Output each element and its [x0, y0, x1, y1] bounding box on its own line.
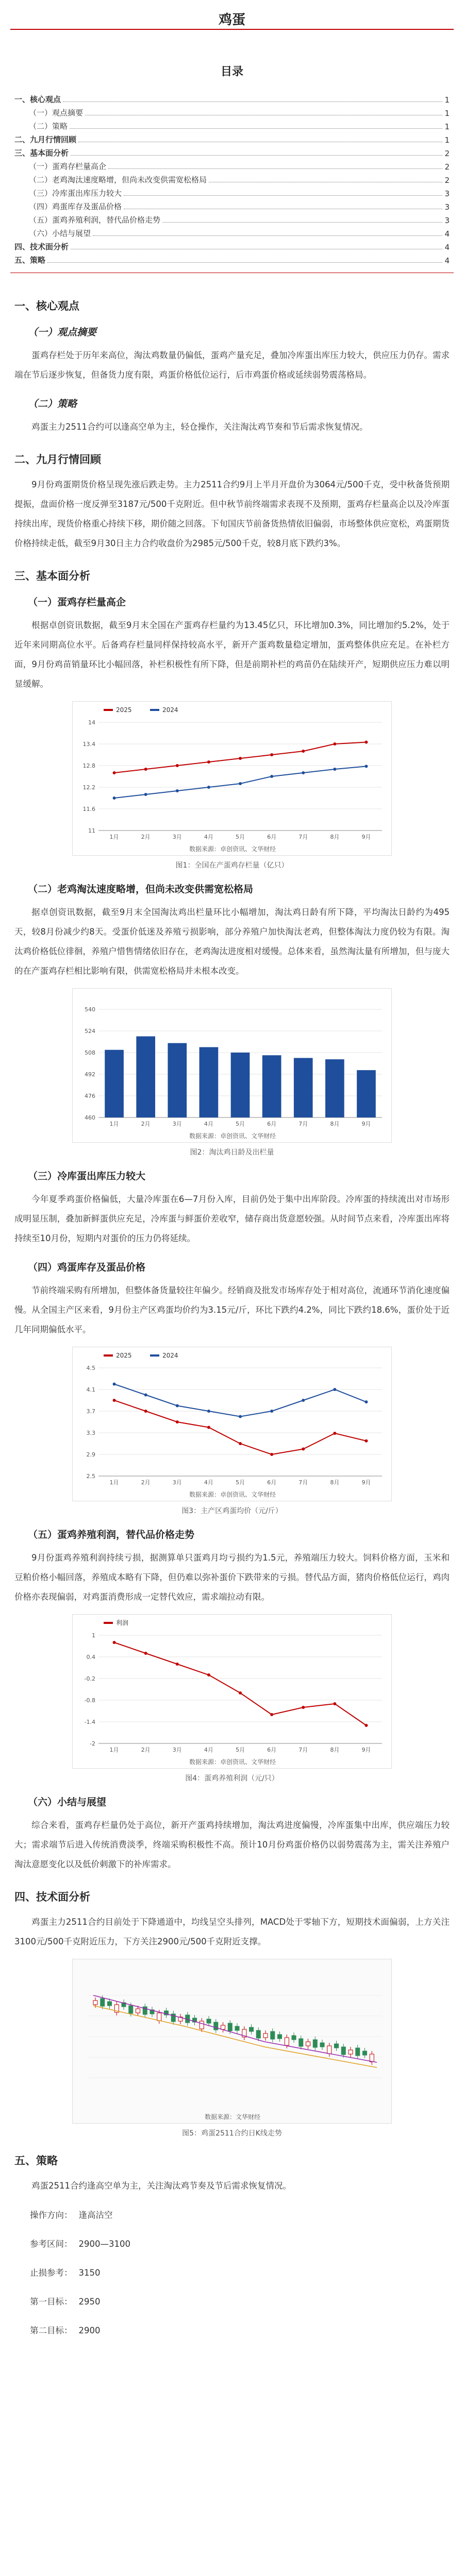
toc-leader — [93, 235, 442, 236]
figure-caption: 图2：淘汰鸡日龄及出栏量 — [190, 1148, 274, 1157]
bar — [357, 1070, 376, 1117]
toc-item-label: 三、基本面分析 — [14, 148, 69, 158]
data-point — [364, 1439, 368, 1443]
x-tick-label: 8月 — [330, 1121, 340, 1127]
chart-layer-inventory — [72, 701, 392, 856]
candle-body — [214, 2022, 218, 2030]
strategy-value: 2950 — [78, 2297, 101, 2307]
toc-item-page: 3 — [444, 189, 450, 198]
y-tick-label: 2.5 — [86, 1473, 95, 1480]
bar — [136, 1037, 155, 1118]
series-line — [114, 1384, 367, 1417]
figure-source: 数据来源：卓创资讯、文华财经 — [189, 1758, 276, 1766]
data-point — [364, 765, 368, 768]
strategy-row — [30, 2201, 450, 2230]
toc-leader — [47, 262, 442, 263]
data-point — [207, 1426, 210, 1429]
candle-body — [136, 2009, 140, 2013]
strategy-label: 第一目标： — [30, 2297, 73, 2307]
y-tick-label: 11 — [88, 827, 95, 834]
x-tick-label: 7月 — [299, 1747, 308, 1753]
data-point — [333, 768, 336, 771]
toc-item-page: 4 — [444, 229, 450, 239]
x-tick-label: 3月 — [172, 1479, 182, 1486]
legend-swatch — [104, 1622, 113, 1624]
figure-source: 数据来源：文华财经 — [204, 2113, 261, 2121]
toc-leader — [108, 168, 442, 169]
bar — [262, 1055, 281, 1117]
toc-item-label: （五）蛋鸡养殖利润，替代品价格走势 — [29, 215, 161, 225]
paragraph: 鸡蛋主力2511合约可以逢高空单为主，轻仓操作，关注淘汰鸡节奏和节后需求恢复情况。 — [31, 422, 368, 432]
data-point — [113, 1641, 116, 1644]
toc-item-label: 五、策略 — [14, 256, 46, 265]
candle-body — [299, 2039, 303, 2046]
bar — [231, 1053, 250, 1117]
x-tick-label: 8月 — [330, 834, 340, 840]
y-tick-label: 1 — [92, 1632, 95, 1639]
candle-body — [101, 1998, 105, 2006]
candle-body — [356, 2048, 360, 2056]
x-tick-label: 9月 — [361, 1121, 371, 1127]
x-tick-label: 3月 — [172, 1121, 182, 1127]
paragraph: 9月份蛋鸡养殖利润持续亏损，据测算单只蛋鸡月均亏损约为1.5元，养殖端压力较大。饲料价格方面，玉米和豆粕价格小幅回落，养殖成本略有下降，但仍难以弥补蛋价下跌带来的亏损。替代品方面，猪肉价格低位运行，鸡肉价格亦表现偏弱，对鸡蛋消费形成一定替代效应，需求端拉动有限。 — [14, 1553, 450, 1602]
candle-body — [250, 2027, 254, 2031]
x-tick-label: 1月 — [109, 1121, 119, 1127]
section-title: 四、技术面分析 — [14, 1891, 90, 1903]
candle-body — [108, 2002, 112, 2006]
candle-body — [313, 2040, 317, 2047]
subsection-title: （一）蛋鸡存栏量高企 — [28, 597, 126, 608]
toc-item[interactable] — [14, 105, 450, 118]
toc-item[interactable] — [14, 225, 450, 239]
x-tick-label: 4月 — [204, 1121, 213, 1127]
x-tick-label: 5月 — [236, 834, 245, 840]
legend-swatch — [104, 1354, 113, 1357]
y-tick-label: 540 — [85, 1006, 95, 1013]
toc-item-label: （二）策略 — [29, 122, 68, 131]
subsection-title: （一）观点摘要 — [28, 327, 97, 338]
data-point — [239, 782, 242, 785]
x-tick-label: 2月 — [141, 834, 151, 840]
section-title: 三、基本面分析 — [14, 570, 90, 582]
chart-culled-hens — [72, 988, 392, 1143]
y-tick-label: 476 — [85, 1093, 95, 1099]
y-tick-label: -2 — [90, 1740, 95, 1747]
data-point — [113, 771, 116, 774]
toc-item-page: 4 — [444, 256, 450, 265]
data-point — [333, 1432, 336, 1435]
candle-body — [157, 2013, 161, 2021]
x-tick-label: 6月 — [267, 1479, 277, 1486]
y-tick-label: 3.7 — [86, 1408, 95, 1415]
figure-source: 数据来源：卓创资讯、文华财经 — [189, 1491, 276, 1498]
legend-label: 利润 — [116, 1619, 129, 1626]
strategy-row — [30, 2230, 450, 2259]
y-tick-label: 12.2 — [82, 784, 95, 791]
toc-item-label: （二）老鸡淘汰速度略增，但尚未改变供需宽松格局 — [29, 175, 207, 184]
data-point — [364, 1724, 368, 1727]
toc-item-label: （四）鸡蛋库存及蛋品价格 — [29, 202, 122, 211]
figure-caption: 图4：蛋鸡养殖利润（元/只） — [185, 1774, 279, 1783]
legend-swatch — [150, 709, 159, 711]
section-title: 二、九月行情回顾 — [14, 453, 101, 466]
chart-profit — [72, 1614, 392, 1769]
y-tick-label: 460 — [85, 1114, 95, 1121]
bar — [105, 1050, 124, 1117]
toc-item-page: 1 — [444, 109, 450, 118]
candle-body — [327, 2046, 332, 2054]
series-line — [114, 1400, 367, 1454]
x-tick-label: 2月 — [141, 1121, 151, 1127]
paragraph: 蛋鸡存栏处于历年来高位，淘汰鸡数量仍偏低，蛋鸡产量充足，叠加冷库蛋出库压力较大，供应压力仍存。需求端在节后逐步恢复，但备货力度有限，鸡蛋价格低位运行，后市鸡蛋价格或延续弱势震荡格局。 — [14, 350, 450, 380]
x-tick-label: 6月 — [267, 1121, 277, 1127]
legend-label: 2024 — [162, 706, 178, 714]
candle-body — [93, 2001, 97, 2005]
x-tick-label: 5月 — [236, 1479, 245, 1486]
y-tick-label: 13.4 — [82, 741, 95, 748]
x-tick-label: 3月 — [172, 1747, 182, 1753]
y-tick-label: 0.4 — [86, 1654, 95, 1660]
x-tick-label: 4月 — [204, 1747, 213, 1753]
strategy-row — [30, 2259, 450, 2287]
toc-item-label: 二、九月行情回顾 — [14, 135, 77, 144]
y-tick-label: -0.2 — [84, 1675, 95, 1682]
y-tick-label: 2.9 — [86, 1451, 95, 1458]
toc-item-label: （一）观点摘要 — [29, 108, 84, 117]
figure-caption: 图1：全国在产蛋鸡存栏量（亿只） — [175, 861, 289, 870]
subsection-title: （二）策略 — [28, 398, 77, 410]
toc-leader — [63, 101, 442, 102]
data-point — [333, 1388, 336, 1391]
candle-body — [271, 2031, 275, 2039]
section-title: 五、策略 — [14, 2155, 58, 2167]
strategy-row — [30, 2287, 450, 2316]
candle-body — [285, 2038, 289, 2045]
subsection-title: （三）冷库蛋出库压力较大 — [28, 1171, 146, 1182]
data-point — [270, 753, 273, 756]
toc-item-page: 4 — [444, 243, 450, 252]
y-tick-label: -1.4 — [84, 1719, 95, 1725]
toc-leader — [162, 222, 442, 223]
toc-leader — [70, 128, 442, 129]
data-point — [270, 775, 273, 778]
x-tick-label: 3月 — [172, 834, 182, 840]
data-point — [364, 741, 368, 744]
strategy-value: 2900—3100 — [78, 2239, 130, 2249]
toc-item[interactable] — [14, 91, 450, 105]
chart-background — [73, 1959, 392, 2124]
y-tick-label: 524 — [85, 1028, 95, 1035]
toc-item-label: 四、技术面分析 — [14, 242, 69, 251]
toc-item-page: 1 — [444, 135, 450, 145]
data-point — [270, 1410, 273, 1413]
series-line — [114, 1642, 367, 1725]
data-point — [270, 1453, 273, 1456]
strategy-label: 止损参考： — [30, 2268, 73, 2278]
data-point — [144, 793, 147, 796]
data-point — [113, 796, 116, 800]
legend-label: 2025 — [116, 706, 132, 714]
toc-item[interactable] — [14, 145, 450, 158]
strategy-row — [30, 2316, 450, 2345]
toc-item-page: 3 — [444, 216, 450, 225]
y-tick-label: 4.1 — [86, 1386, 95, 1393]
y-tick-label: -0.8 — [84, 1697, 95, 1704]
y-tick-label: 11.6 — [82, 806, 95, 812]
paragraph: 综合来看，蛋鸡存栏量仍处于高位，新开产蛋鸡持续增加，淘汰鸡进度偏慢，冷库蛋集中出库，供应端压力较大；需求端节后进入传统消费淡季，终端采购积极性不高。预计10月份鸡蛋价格仍以弱势震荡为主，需关注养殖户淘汰意愿变化以及低价刺激下的补库需求。 — [14, 1820, 450, 1869]
x-tick-label: 1月 — [109, 1747, 119, 1753]
data-point — [270, 1713, 273, 1716]
y-tick-label: 4.5 — [86, 1365, 95, 1371]
toc-item-page: 2 — [444, 149, 450, 158]
toc-item-label: 一、核心观点 — [14, 95, 61, 104]
candle-body — [200, 2021, 204, 2029]
section-title: 一、核心观点 — [14, 300, 79, 312]
y-tick-label: 492 — [85, 1071, 95, 1078]
data-point — [364, 1400, 368, 1403]
x-tick-label: 4月 — [204, 1479, 213, 1486]
x-tick-label: 7月 — [299, 834, 308, 840]
toc-leader — [71, 155, 442, 156]
data-point — [302, 750, 305, 753]
title-rule — [10, 29, 454, 30]
report-content — [0, 298, 464, 2345]
subsection-title: （四）鸡蛋库存及蛋品价格 — [28, 1262, 146, 1273]
strategy-label: 操作方向： — [30, 2210, 73, 2220]
data-point — [144, 768, 147, 771]
data-point — [207, 1410, 210, 1413]
data-point — [113, 1399, 116, 1402]
subsection-title: （五）蛋鸡养殖利润，替代品价格走势 — [28, 1529, 195, 1540]
subsection-title: （二）老鸡淘汰速度略增，但尚未改变供需宽松格局 — [28, 884, 254, 895]
data-point — [176, 1663, 179, 1666]
data-point — [176, 764, 179, 767]
paragraph: 根据卓创资讯数据，截至9月末全国在产蛋鸡存栏量约为13.45亿只，环比增加0.3%，同比增加约5.2%，处于近年来同期高位水平。后备鸡存栏量同样保持较高水平，新开产蛋鸡数量稳定增加，蛋鸡整体供应充足。在补栏方面，9月份鸡苗销量环比小幅回落，补栏积极性有所下降，但是前期补栏的鸡苗仍在陆续开产，短期供应压力难以明显缓解。 — [14, 620, 450, 689]
x-tick-label: 8月 — [330, 1747, 340, 1753]
legend-label: 2025 — [116, 1352, 132, 1359]
strategy-value: 2900 — [78, 2326, 101, 2335]
toc-item-page: 3 — [444, 202, 450, 212]
table-of-contents — [0, 63, 464, 265]
data-point — [113, 1383, 116, 1386]
data-point — [144, 1394, 147, 1397]
candle-body — [349, 2050, 353, 2054]
data-point — [239, 1415, 242, 1418]
toc-item[interactable] — [14, 172, 450, 185]
data-point — [302, 1448, 305, 1451]
x-tick-label: 1月 — [109, 834, 119, 840]
paragraph: 据卓创资讯数据，截至9月末全国淘汰鸡出栏量环比小幅增加，淘汰鸡日龄有所下降，平均淘汰日龄约为495天，较8月份减少约8天。受蛋价低迷及养殖亏损影响，部分养殖户加快淘汰老鸡，但整体淘汰力度仍较为有限。淘汰鸡价格低位徘徊，养殖户惜售情绪依旧存在，老鸡淘汰进度相对缓慢。总体来看，虽然淘汰量有所增加，但与庞大的在产蛋鸡存栏相比影响有限，供需宽松格局并未根本改变。 — [14, 907, 450, 976]
candle-body — [235, 2026, 239, 2030]
bar — [168, 1043, 187, 1117]
x-tick-label: 6月 — [267, 834, 277, 840]
x-tick-label: 4月 — [204, 834, 213, 840]
figure-caption: 图3：主产区鸡蛋均价（元/斤） — [181, 1507, 283, 1515]
x-tick-label: 9月 — [361, 834, 371, 840]
x-tick-label: 1月 — [109, 1479, 119, 1486]
candle-body — [335, 2044, 339, 2048]
data-point — [207, 1673, 210, 1676]
figure-source: 数据来源：卓创资讯、文华财经 — [189, 845, 276, 853]
legend-label: 2024 — [162, 1352, 178, 1359]
data-point — [333, 742, 336, 745]
toc-item[interactable] — [14, 212, 450, 225]
subsection-title: （六）小结与展望 — [28, 1797, 107, 1808]
paragraph: 今年夏季鸡蛋价格偏低，大量冷库蛋在6—7月份入库，目前仍处于集中出库阶段。冷库蛋的持续流出对市场形成明显压制，叠加新鲜蛋供应充足，冷库蛋与鲜蛋价差收窄，储存商出货意愿较强。从时间节点来看，冷库蛋出库将持续至10月份，短期内对蛋价的压力仍将延续。 — [14, 1194, 450, 1243]
bar — [200, 1047, 219, 1118]
y-tick-label: 3.3 — [86, 1430, 95, 1436]
data-point — [176, 1404, 179, 1408]
chart-egg-price — [72, 1347, 392, 1501]
toc-item[interactable] — [14, 198, 450, 212]
candle-body — [320, 2043, 324, 2047]
strategy-value: 3150 — [78, 2268, 101, 2278]
toc-leader — [124, 195, 442, 196]
toc-list — [14, 91, 450, 265]
x-tick-label: 5月 — [236, 1121, 245, 1127]
candle-body — [292, 2036, 296, 2040]
data-point — [144, 1652, 147, 1655]
doc-title: 鸡蛋 — [218, 12, 245, 28]
toc-item[interactable] — [14, 252, 450, 265]
toc-item[interactable] — [14, 118, 450, 131]
candle-body — [221, 2025, 225, 2029]
candle-body — [207, 2019, 211, 2023]
x-tick-label: 7月 — [299, 1121, 308, 1127]
legend-swatch — [150, 1354, 159, 1357]
data-point — [144, 1410, 147, 1413]
candle-body — [363, 2051, 367, 2055]
y-tick-label: 12.8 — [82, 762, 95, 769]
toc-item-label: （三）冷库蛋出库压力较大 — [29, 189, 122, 198]
data-point — [302, 1399, 305, 1402]
x-tick-label: 8月 — [330, 1479, 340, 1486]
toc-item[interactable] — [14, 131, 450, 145]
x-tick-label: 5月 — [236, 1747, 245, 1753]
candle-body — [263, 2033, 268, 2038]
figure-caption: 图5：鸡蛋2511合约日K线走势 — [182, 2129, 282, 2138]
paragraph: 节前终端采购有所增加，但整体备货量较往年偏少。经销商及批发市场库存处于相对高位，流通环节消化速度偏慢。从全国主产区来看，9月份主产区鸡蛋均价约为3.15元/斤，环比下跌约4.2%，同比下跌约18.6%，蛋价处于近几年同期偏低水平。 — [14, 1285, 450, 1334]
y-tick-label: 508 — [85, 1049, 95, 1056]
candle-body — [256, 2030, 260, 2038]
toc-item[interactable] — [14, 185, 450, 198]
bar — [294, 1058, 313, 1118]
data-point — [302, 771, 305, 774]
data-point — [207, 786, 210, 789]
candle-body — [278, 2035, 282, 2039]
data-point — [239, 757, 242, 760]
candle-body — [306, 2042, 310, 2046]
data-point — [176, 1420, 179, 1423]
toc-item[interactable] — [14, 158, 450, 172]
x-tick-label: 9月 — [361, 1479, 371, 1486]
data-point — [302, 1706, 305, 1709]
x-tick-label: 7月 — [299, 1479, 308, 1486]
strategy-label: 参考区间： — [30, 2239, 73, 2249]
data-point — [239, 1691, 242, 1694]
toc-heading: 目录 — [220, 65, 243, 78]
toc-item-label: （一）蛋鸡存栏量高企 — [29, 162, 107, 171]
paragraph: 鸡蛋主力2511合约目前处于下降通道中，均线呈空头排列，MACD处于零轴下方，短期技术面偏弱，上方关注3100元/500千克附近压力，下方关注2900元/500千克附近支撑。 — [14, 1917, 450, 1946]
x-tick-label: 9月 — [361, 1747, 371, 1753]
toc-item[interactable] — [14, 239, 450, 252]
data-point — [176, 789, 179, 792]
strategy-label: 第二目标： — [30, 2326, 73, 2335]
toc-item-page: 1 — [444, 95, 450, 105]
strategy-value: 逢高沽空 — [78, 2210, 113, 2220]
toc-item-label: （六）小结与展望 — [29, 229, 91, 238]
candle-body — [341, 2047, 345, 2055]
paragraph: 9月份鸡蛋期货价格呈现先涨后跌走势。主力2511合约9月上半月开盘价为3064元/500千克，受中秋备货预期提振，盘面价格一度反弹至3187元/500千克附近。但中秋节前终端需求表现不及预期，蛋鸡存栏量高企以及冷库蛋持续出库，现货价格重心持续下移，期价随之回落。下旬国庆节前备货热情依旧偏弱，市场整体供应宽松，鸡蛋期货价格持续走低，截至9月30日主力合约收盘价为2985元/500千克，较8月底下跌约3%。 — [14, 480, 450, 548]
toc-item-page: 2 — [444, 162, 450, 172]
strategy-table — [30, 2201, 450, 2345]
data-point — [333, 1702, 336, 1705]
toc-item-page: 1 — [444, 122, 450, 131]
data-point — [207, 760, 210, 764]
x-tick-label: 2月 — [141, 1747, 151, 1753]
candle-body — [370, 2054, 374, 2062]
x-tick-label: 6月 — [267, 1747, 277, 1753]
paragraph: 鸡蛋2511合约逢高空单为主，关注淘汰鸡节奏及节后需求恢复情况。 — [31, 2181, 291, 2191]
toc-item-page: 2 — [444, 176, 450, 185]
y-tick-label: 14 — [88, 719, 95, 726]
data-point — [239, 1442, 242, 1445]
x-tick-label: 2月 — [141, 1479, 151, 1486]
bar — [325, 1059, 344, 1117]
figure-source: 数据来源：卓创资讯、文华财经 — [189, 1132, 276, 1140]
chart-kline — [72, 1959, 392, 2124]
candle-body — [129, 2006, 133, 2013]
candle-body — [228, 2023, 232, 2031]
legend-swatch — [104, 709, 113, 711]
